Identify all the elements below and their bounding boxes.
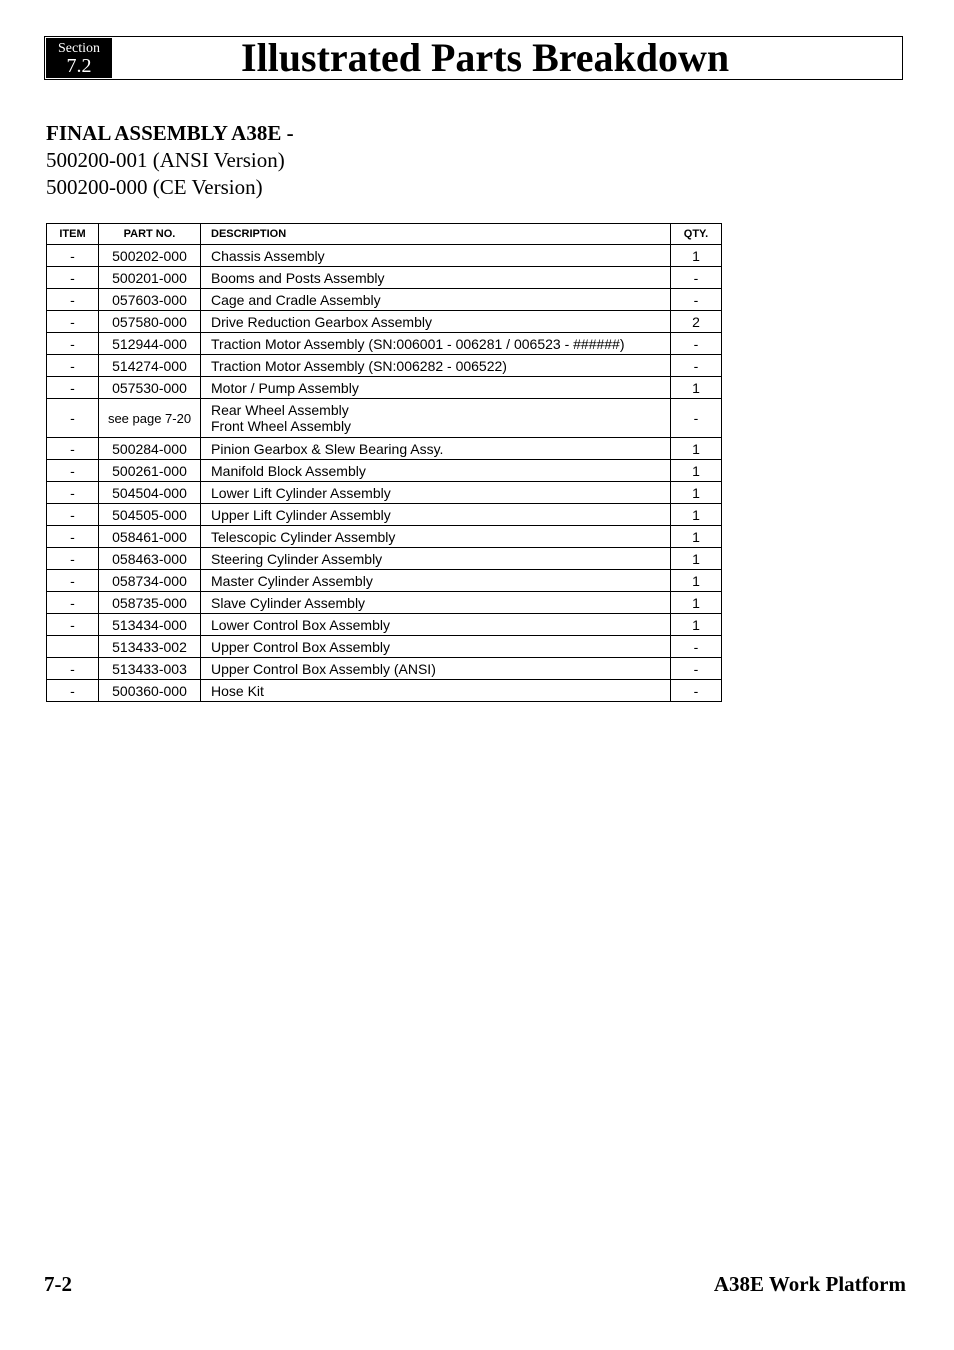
section-number: 7.2 <box>66 55 92 77</box>
item-cell: - <box>47 460 99 482</box>
part-number-cell: 500261-000 <box>99 460 201 482</box>
table-row <box>47 399 722 438</box>
item-cell: - <box>47 267 99 289</box>
part-number-cell: 513434-000 <box>99 614 201 636</box>
table-row <box>47 460 722 482</box>
table-row <box>47 267 722 289</box>
part-number-cell: 513433-002 <box>99 636 201 658</box>
description-cell: Upper Lift Cylinder Assembly <box>201 504 671 526</box>
item-cell: - <box>47 482 99 504</box>
qty-cell: 2 <box>671 311 722 333</box>
part-number-cell: 512944-000 <box>99 333 201 355</box>
assembly-ansi-version: 500200-001 (ANSI Version) <box>46 148 285 172</box>
table-row <box>47 289 722 311</box>
table-row <box>47 614 722 636</box>
part-number-cell: 057580-000 <box>99 311 201 333</box>
qty-cell: - <box>671 333 722 355</box>
table-row <box>47 377 722 399</box>
description-line: Front Wheel Assembly <box>211 418 352 434</box>
column-header-qty: QTY. <box>671 224 722 245</box>
description-cell: Master Cylinder Assembly <box>201 570 671 592</box>
table-row <box>47 570 722 592</box>
qty-cell: - <box>671 680 722 702</box>
table-row <box>47 245 722 267</box>
table-row <box>47 311 722 333</box>
assembly-info <box>46 120 294 201</box>
description-cell: Drive Reduction Gearbox Assembly <box>201 311 671 333</box>
part-number-cell: 058735-000 <box>99 592 201 614</box>
part-number-cell: 058463-000 <box>99 548 201 570</box>
assembly-ce-version: 500200-000 (CE Version) <box>46 175 263 199</box>
item-cell: - <box>47 311 99 333</box>
description-cell: Steering Cylinder Assembly <box>201 548 671 570</box>
item-cell: - <box>47 614 99 636</box>
description-cell: Upper Control Box Assembly <box>201 636 671 658</box>
table-row <box>47 592 722 614</box>
part-number-cell: 500201-000 <box>99 267 201 289</box>
description-cell: Telescopic Cylinder Assembly <box>201 526 671 548</box>
part-number-cell: 500360-000 <box>99 680 201 702</box>
description-cell: Manifold Block Assembly <box>201 460 671 482</box>
item-cell: - <box>47 658 99 680</box>
part-number-cell: 513433-003 <box>99 658 201 680</box>
part-number-cell: see page 7-20 <box>99 399 201 438</box>
part-number-cell: 058734-000 <box>99 570 201 592</box>
item-cell: - <box>47 526 99 548</box>
item-cell: - <box>47 355 99 377</box>
part-number-cell: 500284-000 <box>99 438 201 460</box>
item-cell: - <box>47 399 99 438</box>
page-number: 7-2 <box>44 1272 72 1296</box>
item-cell: - <box>47 289 99 311</box>
table-row <box>47 333 722 355</box>
description-cell: Chassis Assembly <box>201 245 671 267</box>
qty-cell: 1 <box>671 548 722 570</box>
description-cell <box>201 399 671 438</box>
part-number-cell: 504505-000 <box>99 504 201 526</box>
qty-cell: 1 <box>671 245 722 267</box>
page-header <box>44 36 903 80</box>
item-cell: - <box>47 592 99 614</box>
description-cell: Pinion Gearbox & Slew Bearing Assy. <box>201 438 671 460</box>
item-cell: - <box>47 377 99 399</box>
column-header-part-no: PART NO. <box>99 224 201 245</box>
item-cell: - <box>47 438 99 460</box>
item-cell: - <box>47 245 99 267</box>
item-cell: - <box>47 570 99 592</box>
item-cell: - <box>47 548 99 570</box>
part-number-cell: 058461-000 <box>99 526 201 548</box>
description-line: Rear Wheel Assembly <box>211 402 349 418</box>
page-title: Illustrated Parts Breakdown <box>241 35 730 80</box>
qty-cell: 1 <box>671 504 722 526</box>
qty-cell: 1 <box>671 482 722 504</box>
part-number-cell: 504504-000 <box>99 482 201 504</box>
item-cell <box>47 636 99 658</box>
table-row <box>47 636 722 658</box>
table-row <box>47 355 722 377</box>
qty-cell: 1 <box>671 592 722 614</box>
table-header-row <box>47 224 722 245</box>
part-number-cell: 057530-000 <box>99 377 201 399</box>
description-cell: Slave Cylinder Assembly <box>201 592 671 614</box>
section-badge <box>46 38 112 78</box>
description-cell: Lower Control Box Assembly <box>201 614 671 636</box>
description-cell: Booms and Posts Assembly <box>201 267 671 289</box>
description-cell: Traction Motor Assembly (SN:006282 - 006522) <box>201 355 671 377</box>
description-cell: Hose Kit <box>201 680 671 702</box>
table-row <box>47 658 722 680</box>
qty-cell: 1 <box>671 614 722 636</box>
part-number-cell: 514274-000 <box>99 355 201 377</box>
section-label: Section <box>58 41 100 56</box>
qty-cell: - <box>671 636 722 658</box>
table-row <box>47 680 722 702</box>
qty-cell: - <box>671 289 722 311</box>
item-cell: - <box>47 504 99 526</box>
table-row <box>47 526 722 548</box>
qty-cell: 1 <box>671 526 722 548</box>
qty-cell: 1 <box>671 460 722 482</box>
description-cell: Cage and Cradle Assembly <box>201 289 671 311</box>
parts-table <box>46 223 722 702</box>
column-header-item: ITEM <box>47 224 99 245</box>
qty-cell: - <box>671 267 722 289</box>
qty-cell: 1 <box>671 570 722 592</box>
product-name: A38E Work Platform <box>713 1272 906 1296</box>
qty-cell: 1 <box>671 377 722 399</box>
description-cell: Upper Control Box Assembly (ANSI) <box>201 658 671 680</box>
qty-cell: 1 <box>671 438 722 460</box>
parts-table-body <box>47 245 722 702</box>
table-row <box>47 504 722 526</box>
description-cell: Lower Lift Cylinder Assembly <box>201 482 671 504</box>
qty-cell: - <box>671 658 722 680</box>
qty-cell: - <box>671 355 722 377</box>
item-cell: - <box>47 333 99 355</box>
description-cell: Traction Motor Assembly (SN:006001 - 006281 / 006523 - ######) <box>201 333 671 355</box>
description-cell: Motor / Pump Assembly <box>201 377 671 399</box>
item-cell: - <box>47 680 99 702</box>
table-row <box>47 548 722 570</box>
part-number-cell: 057603-000 <box>99 289 201 311</box>
table-row <box>47 438 722 460</box>
column-header-description: DESCRIPTION <box>201 224 671 245</box>
qty-cell: - <box>671 399 722 438</box>
table-row <box>47 482 722 504</box>
assembly-heading: FINAL ASSEMBLY A38E - <box>46 121 294 145</box>
part-number-cell: 500202-000 <box>99 245 201 267</box>
